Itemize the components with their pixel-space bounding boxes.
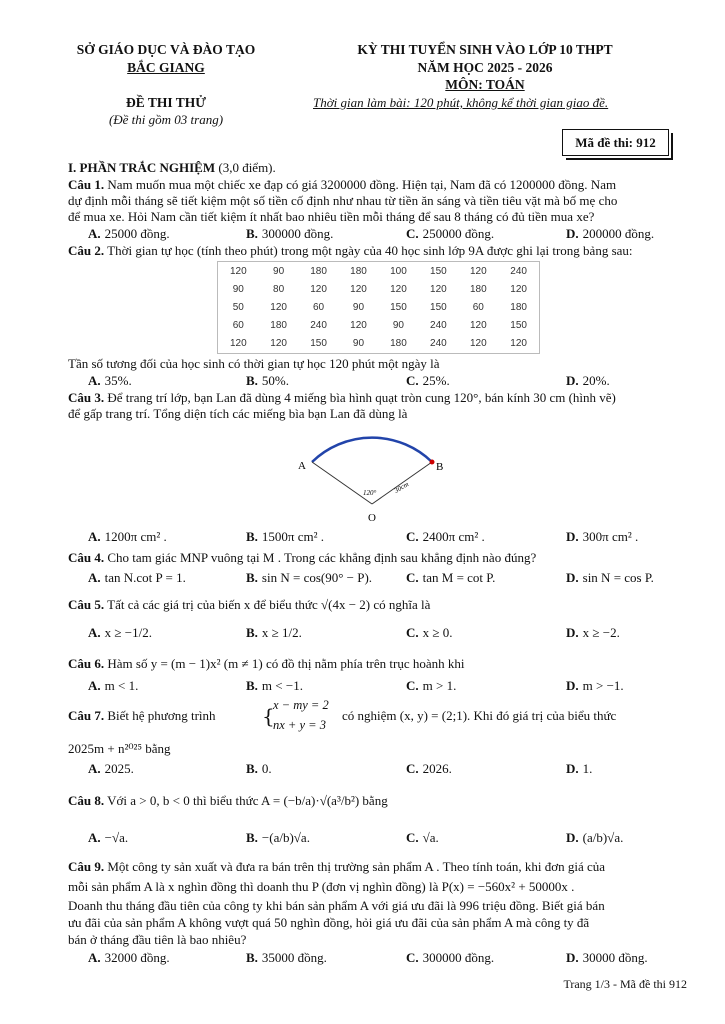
table-row — [218, 317, 540, 335]
option-letter: B. — [246, 529, 258, 544]
table-cell: 240 — [430, 338, 447, 350]
option-text: m < 1. — [104, 678, 139, 693]
section-label: I. PHẦN TRẮC NGHIỆM — [68, 160, 216, 175]
question-5-option-b — [246, 625, 302, 641]
option-text: 300000 đồng. — [261, 226, 334, 241]
option-text: 0. — [261, 761, 272, 776]
exam-type: ĐỀ THI THỬ — [125, 95, 207, 110]
question-9-option-c — [406, 950, 494, 966]
table-cell: 240 — [310, 320, 327, 332]
question-9-option-a — [88, 950, 170, 966]
question-7-tail: có nghiệm (x, y) = (2;1). Khi đó giá trị của biểu thức — [342, 708, 617, 723]
sector-arc — [312, 438, 432, 462]
option-letter: B. — [246, 570, 258, 585]
table-cell: 180 — [350, 265, 367, 277]
option-text: 1500π cm² . — [261, 529, 325, 544]
question-3-option-a — [88, 529, 167, 545]
question-4-text-1: Cho tam giác MNP vuông tại M . Trong các khẳng định sau khẳng định nào đúng? — [104, 550, 537, 565]
option-letter: B. — [246, 950, 258, 965]
option-text: tan N.cot P = 1. — [104, 570, 186, 585]
option-letter: A. — [88, 226, 101, 241]
question-3-line-1 — [68, 390, 692, 406]
question-1-option-a — [88, 226, 170, 242]
table-cell: 120 — [469, 338, 487, 350]
question-2-option-b — [246, 373, 289, 389]
question-9-label: Câu 9. — [68, 859, 105, 874]
table-cell: 120 — [430, 283, 447, 295]
question-9-text-1: Một công ty sản xuất và đưa ra bán trên thị trường sản phẩm A . Theo tính toán, khi đơn giá của — [104, 859, 606, 874]
question-9-line-3: Doanh thu tháng đầu tiên của công ty khi bán sản phẩm A với giá ưu đãi là 996 triệu đồng. Biết giá bán — [68, 898, 605, 913]
question-3-option-d — [566, 529, 638, 545]
table-cell: 150 — [390, 301, 407, 313]
option-letter: A. — [88, 373, 101, 388]
question-1-line-2: dự định mỗi tháng sẽ tiết kiệm một số tiền cố định như nhau từ tiền ăn sáng và tiền tiêu vặt mà bố mẹ cho — [68, 193, 618, 208]
option-letter: B. — [246, 678, 258, 693]
question-6-option-b — [246, 678, 303, 694]
table-cell: 60 — [472, 301, 484, 313]
option-letter: D. — [566, 373, 579, 388]
table-cell: 80 — [273, 283, 285, 295]
table-cell: 120 — [350, 283, 367, 295]
table-row — [218, 280, 540, 298]
question-8-option-a — [88, 830, 128, 846]
question-2-line-1 — [68, 243, 692, 259]
point-b-label: B — [436, 461, 444, 473]
table-cell: 90 — [273, 265, 285, 277]
option-text: √a. — [422, 830, 439, 845]
table-cell: 60 — [232, 320, 244, 332]
question-8-option-d — [566, 830, 623, 846]
option-text: 2025. — [104, 761, 134, 776]
table-cell: 120 — [510, 338, 527, 350]
section-title — [68, 160, 692, 176]
question-7-expression: 2025m + n²⁰²⁵ bằng — [68, 741, 171, 756]
option-text: x ≥ −1/2. — [104, 625, 152, 640]
table-cell: 90 — [352, 338, 365, 350]
option-text: m > −1. — [582, 678, 624, 693]
table-cell: 150 — [430, 301, 447, 313]
option-letter: C. — [406, 950, 419, 965]
question-8-text-1: Với a > 0, b < 0 thì biểu thức A = (−b/a)·√(a³/b²) bằng — [104, 793, 388, 808]
school-year: NĂM HỌC 2025 - 2026 — [417, 60, 553, 75]
option-text: 35%. — [104, 373, 132, 388]
question-9-option-b — [246, 950, 327, 966]
table-cell: 180 — [469, 283, 487, 295]
table-cell: 120 — [350, 320, 367, 332]
question-4-option-d — [566, 570, 654, 586]
question-5-option-a — [88, 625, 152, 641]
question-4-option-a — [88, 570, 186, 586]
question-6-option-a — [88, 678, 138, 694]
table-cell: 120 — [270, 301, 287, 313]
option-text: 20%. — [582, 373, 610, 388]
question-9-line-5: bán ở tháng đầu tiên là bao nhiêu? — [68, 932, 247, 947]
option-letter: D. — [566, 226, 579, 241]
option-text: 1. — [582, 761, 593, 776]
page-footer: Trang 1/3 - Mã đề thi 912 — [563, 977, 687, 991]
option-text: 300000 đồng. — [422, 950, 495, 965]
province-name — [60, 60, 272, 76]
option-letter: C. — [406, 373, 419, 388]
system-brace: { — [262, 704, 275, 728]
question-5-line-1 — [68, 597, 692, 613]
option-letter: C. — [406, 529, 419, 544]
question-5-option-c — [406, 625, 453, 641]
question-2-option-c — [406, 373, 450, 389]
option-letter: C. — [406, 678, 419, 693]
option-letter: A. — [88, 761, 101, 776]
option-text: tan M = cot P. — [422, 570, 496, 585]
table-cell: 120 — [510, 283, 527, 295]
time-note — [313, 95, 608, 111]
option-text: 25%. — [422, 373, 450, 388]
question-6-text-1: Hàm số y = (m − 1)x² (m ≠ 1) có đồ thị nằm phía trên trục hoành khi — [104, 656, 465, 671]
table-cell: 90 — [232, 283, 244, 295]
option-text: 1200π cm² . — [104, 529, 167, 544]
option-text: sin N = cos(90° − P). — [261, 570, 373, 585]
table-cell: 120 — [310, 283, 327, 295]
question-8-option-c — [406, 830, 439, 846]
option-text: sin N = cos P. — [582, 570, 654, 585]
option-text: 200000 đồng. — [582, 226, 655, 241]
angle-label: 120° — [363, 489, 377, 497]
question-6-option-c — [406, 678, 456, 694]
question-2-option-d — [566, 373, 610, 389]
point-o-label: O — [368, 512, 376, 524]
option-text: m < −1. — [261, 678, 303, 693]
option-text: 35000 đồng. — [261, 950, 327, 965]
question-3-option-b — [246, 529, 324, 545]
question-4-line-1 — [68, 550, 692, 566]
option-text: 25000 đồng. — [104, 226, 170, 241]
time-note-text: Thời gian làm bài: 120 phút, không kể thời gian giao đề. — [313, 95, 609, 110]
question-2-label: Câu 2. — [68, 243, 105, 258]
exam-code-box: Mã đề thi: 912 — [562, 129, 669, 156]
radius-oa — [312, 462, 372, 504]
question-2-line-2: Tần số tương đối của học sinh có thời gian tự học 120 phút một ngày là — [68, 356, 440, 371]
question-9-option-d — [566, 950, 648, 966]
question-4-label: Câu 4. — [68, 550, 105, 565]
option-text: x ≥ 1/2. — [261, 625, 302, 640]
option-text: 300π cm² . — [582, 529, 639, 544]
point-a-label: A — [298, 460, 306, 472]
question-8-label: Câu 8. — [68, 793, 105, 808]
question-3-label: Câu 3. — [68, 390, 105, 405]
option-letter: D. — [566, 529, 579, 544]
page-count-note: (Đề thi gồm 03 trang) — [108, 112, 224, 127]
question-3-line-2: để gấp trang trí. Tổng diện tích các miếng bìa bạn Lan đã dùng là — [68, 406, 408, 421]
table-cell: 120 — [229, 338, 247, 350]
option-letter: A. — [88, 678, 101, 693]
option-letter: D. — [566, 761, 579, 776]
option-letter: A. — [88, 830, 101, 845]
table-cell: 180 — [310, 265, 327, 277]
question-6-option-d — [566, 678, 624, 694]
exam-title: KỲ THI TUYỂN SINH VÀO LỚP 10 THPT — [357, 42, 613, 57]
option-letter: C. — [406, 570, 419, 585]
option-letter: D. — [566, 830, 579, 845]
table-cell: 90 — [352, 301, 365, 313]
option-text: 32000 đồng. — [104, 950, 170, 965]
question-1-text-1: Nam muốn mua một chiếc xe đạp có giá 3200000 đồng. Hiện tại, Nam đã có 1200000 đồng. Nam — [104, 177, 617, 192]
option-text: 2400π cm² . — [422, 529, 485, 544]
table-cell: 240 — [510, 265, 527, 277]
question-7-intro: Biết hệ phương trình — [104, 708, 216, 723]
option-letter: B. — [246, 830, 258, 845]
question-1-line-1 — [68, 177, 692, 193]
radius-label: 30cm — [393, 480, 411, 495]
system-equation-2: nx + y = 3 — [273, 718, 326, 732]
table-cell: 50 — [232, 301, 244, 313]
question-1-option-b — [246, 226, 333, 242]
table-cell: 120 — [229, 265, 247, 277]
option-letter: B. — [246, 761, 258, 776]
option-letter: B. — [246, 625, 258, 640]
question-5-text-1: Tất cả các giá trị của biến x để biểu thức √(4x − 2) có nghĩa là — [104, 597, 431, 612]
option-text: 250000 đồng. — [422, 226, 495, 241]
question-1-option-c — [406, 226, 494, 242]
table-cell: 240 — [430, 320, 447, 332]
province-label: BẮC GIANG — [127, 60, 205, 75]
option-letter: D. — [566, 678, 579, 693]
option-letter: D. — [566, 570, 579, 585]
table-cell: 100 — [390, 265, 407, 277]
table-cell: 150 — [430, 265, 447, 277]
question-8-option-b — [246, 830, 310, 846]
option-text: 2026. — [422, 761, 452, 776]
table-cell: 60 — [312, 301, 325, 313]
department-name: SỞ GIÁO DỤC VÀ ĐÀO TẠO — [76, 42, 256, 57]
option-letter: C. — [406, 625, 419, 640]
table-cell: 90 — [392, 320, 404, 332]
option-letter: A. — [88, 570, 101, 585]
question-7-option-a — [88, 761, 134, 777]
sector-figure — [290, 422, 450, 524]
question-7-option-d — [566, 761, 592, 777]
option-text: m > 1. — [422, 678, 457, 693]
question-7-option-c — [406, 761, 452, 777]
system-equation-1: x − my = 2 — [273, 698, 329, 712]
question-3-option-c — [406, 529, 485, 545]
table-row — [218, 262, 540, 281]
option-letter: A. — [88, 529, 101, 544]
option-text: 50%. — [261, 373, 290, 388]
question-2-option-a — [88, 373, 132, 389]
option-letter: B. — [246, 373, 258, 388]
subject-title — [310, 77, 660, 93]
question-3-text-1: Để trang trí lớp, bạn Lan đã dùng 4 miếng bìa hình quạt tròn cung 120°, bán kính 30 cm (hình vẽ) — [104, 390, 616, 405]
question-2-text-1: Thời gian tự học (tính theo phút) trong một ngày của 40 học sinh lớp 9A được ghi lại trong bảng sau: — [104, 243, 633, 258]
table-row — [218, 335, 540, 354]
question-5-label: Câu 5. — [68, 597, 105, 612]
option-text: −(a/b)√a. — [261, 830, 310, 845]
table-cell: 120 — [469, 320, 487, 332]
option-letter: D. — [566, 625, 579, 640]
question-9-line-2: mỗi sản phẩm A là x nghìn đồng thì doanh thu P (đơn vị nghìn đồng) là P(x) = −560x² + 50000x . — [68, 879, 575, 894]
study-time-table — [217, 261, 540, 354]
option-text: x ≥ −2. — [582, 625, 620, 640]
point-b-dot — [430, 460, 435, 465]
table-cell: 150 — [510, 320, 527, 332]
option-letter: B. — [246, 226, 258, 241]
table-cell: 180 — [510, 301, 527, 313]
question-1-label: Câu 1. — [68, 177, 105, 192]
question-7-option-b — [246, 761, 272, 777]
option-text: −√a. — [104, 830, 129, 845]
subject-label: MÔN: TOÁN — [445, 77, 525, 92]
option-text: (a/b)√a. — [582, 830, 624, 845]
question-8-line-1 — [68, 793, 692, 809]
question-6-line-1 — [68, 656, 692, 672]
question-9-line-4: ưu đãi của sản phẩm A không vượt quá 50 nghìn đồng, hỏi giá ưu đãi của sản phẩm A mà công ty đã — [68, 915, 590, 930]
question-9-line-1 — [68, 859, 692, 875]
table-cell: 180 — [390, 338, 407, 350]
question-1-line-3: để mua xe. Hỏi Nam cần tiết kiệm ít nhất bao nhiêu tiền mỗi tháng để sau 8 tháng có đủ tiền mua xe? — [68, 209, 595, 224]
question-1-option-d — [566, 226, 654, 242]
table-cell: 180 — [270, 320, 287, 332]
table-row — [218, 298, 540, 316]
table-cell: 120 — [270, 338, 287, 350]
option-letter: C. — [406, 830, 419, 845]
option-letter: A. — [88, 950, 101, 965]
table-cell: 120 — [390, 283, 407, 295]
option-letter: D. — [566, 950, 579, 965]
option-text: x ≥ 0. — [422, 625, 453, 640]
question-6-label: Câu 6. — [68, 656, 105, 671]
option-letter: C. — [406, 226, 419, 241]
option-text: 30000 đồng. — [582, 950, 648, 965]
question-5-option-d — [566, 625, 620, 641]
question-4-option-c — [406, 570, 495, 586]
table-cell: 120 — [469, 265, 487, 277]
question-4-option-b — [246, 570, 372, 586]
section-points: (3,0 điểm). — [215, 160, 276, 175]
table-cell: 150 — [310, 338, 327, 350]
option-letter: A. — [88, 625, 101, 640]
option-letter: C. — [406, 761, 419, 776]
question-7-label: Câu 7. — [68, 708, 105, 723]
